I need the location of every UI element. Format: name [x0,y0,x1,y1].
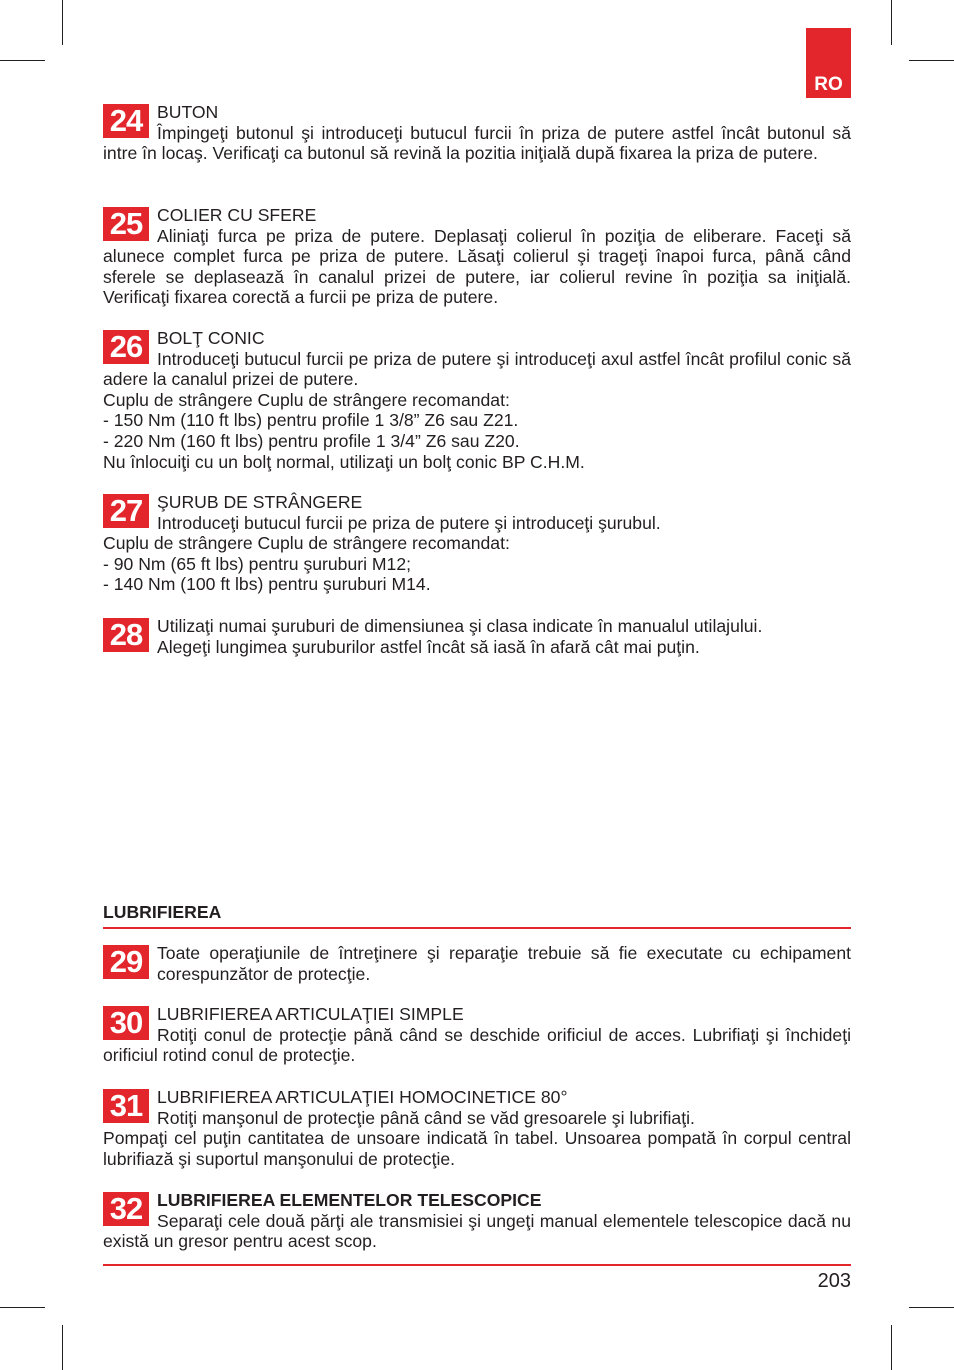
step-title: LUBRIFIEREA ARTICULAŢIEI SIMPLE [157,1004,464,1024]
step-32 [103,1190,851,1252]
torque-value: - 90 Nm (65 ft lbs) pentru şuruburi M12; [103,553,412,574]
step-body: Rotiţi manşonul de protecţie până când se văd gresoarele şi lubrifiaţi. [157,1107,695,1128]
step-number-badge: 25 [103,207,149,241]
step-title: ŞURUB DE STRÂNGERE [157,492,363,512]
crop-mark [62,1325,63,1370]
step-note: Nu înlocuiţi cu un bolţ normal, utilizaţi un bolţ conic BP C.H.M. [103,451,585,472]
section-divider [103,927,851,929]
step-title: COLIER CU SFERE [157,205,317,225]
step-body: Introduceţi butucul furcii pe priza de putere şi introduceţi axul astfel încât profilul conic să adere la canalul prizei de putere. [103,348,851,390]
step-title: BUTON [157,102,219,122]
step-number-badge: 31 [103,1089,149,1123]
step-number-badge: 29 [103,945,149,979]
step-number-badge: 28 [103,618,149,652]
section-title: LUBRIFIEREA [103,902,222,922]
language-tab: RO [806,28,851,98]
step-26 [103,328,851,472]
step-body: Introduceţi butucul furcii pe priza de putere şi introduceţi şurubul. [157,512,661,533]
step-body: Separaţi cele două părţi ale transmisiei şi ungeţi manual elementele telescopice dacă nu există un gresor pentru acest scop. [103,1210,851,1252]
step-body: Rotiţi conul de protecţie până când se deschide orificiul de acces. Lubrifiaţi şi închideţi orificiul rotind conul de protecţie. [103,1024,851,1066]
step-number-badge: 24 [103,104,149,138]
torque-value: - 220 Nm (160 ft lbs) pentru profile 1 3/4” Z6 sau Z20. [103,430,520,451]
torque-heading: Cuplu de strângere Cuplu de strângere recomandat: [103,389,510,410]
step-31 [103,1087,851,1169]
step-number-badge: 30 [103,1006,149,1040]
step-number-badge: 32 [103,1192,149,1226]
crop-mark [909,60,954,61]
crop-mark [891,0,892,45]
step-number-badge: 26 [103,330,149,364]
crop-mark [891,1325,892,1370]
step-body: Pompaţi cel puţin cantitatea de unsoare indicată în tabel. Unsoarea pompată în corpul central lubrifiază şi suportul manşonului de protecţie. [103,1128,851,1169]
step-30 [103,1004,851,1066]
crop-mark [909,1307,954,1308]
step-title: LUBRIFIEREA ARTICULAŢIEI HOMOCINETICE 80° [157,1087,568,1107]
footer-divider [103,1264,851,1266]
torque-value: - 140 Nm (100 ft lbs) pentru şuruburi M14. [103,574,431,595]
step-body: Toate operaţiunile de întreţinere şi reparaţie trebuie să fie executate cu echipament corespunzător de protecţie. [157,943,851,984]
step-27 [103,492,851,595]
torque-heading: Cuplu de strângere Cuplu de strângere recomandat: [103,533,510,554]
step-body: Aliniaţi furca pe priza de putere. Deplasaţi colierul în poziţia de eliberare. Faceţi să alunece complet furca pe priza de putere. Lăsaţi colierul şi trageţi înapoi furca, până când sferele se deplasează în canalul prizei de putere, iar colierul revine în poziţia sa iniţială. Verificaţi fixarea corectă a furcii pe priza de putere. [103,225,851,308]
step-28 [103,616,851,657]
crop-mark [62,0,63,45]
page-number: 203 [817,1270,851,1292]
step-title: BOLŢ CONIC [157,328,265,348]
step-25 [103,205,851,308]
step-number-badge: 27 [103,494,149,528]
step-title: LUBRIFIEREA ELEMENTELOR TELESCOPICE [157,1190,542,1210]
step-body: Utilizaţi numai şuruburi de dimensiunea şi clasa indicate în manualul utilajului. [157,616,763,636]
step-body: Împingeţi butonul şi introduceţi butucul furcii în priza de putere astfel încât butonul să intre în locaş. Verificaţi ca butonul să revină la pozitia iniţială după fixarea la priza de putere. [103,122,851,164]
crop-mark [0,1307,45,1308]
step-24 [103,102,851,164]
torque-value: - 150 Nm (110 ft lbs) pentru profile 1 3/8” Z6 sau Z21. [103,410,519,431]
step-29 [103,943,851,984]
crop-mark [0,60,45,61]
step-body: Alegeţi lungimea şuruburilor astfel încât să iasă în afară cât mai puţin. [157,636,700,657]
